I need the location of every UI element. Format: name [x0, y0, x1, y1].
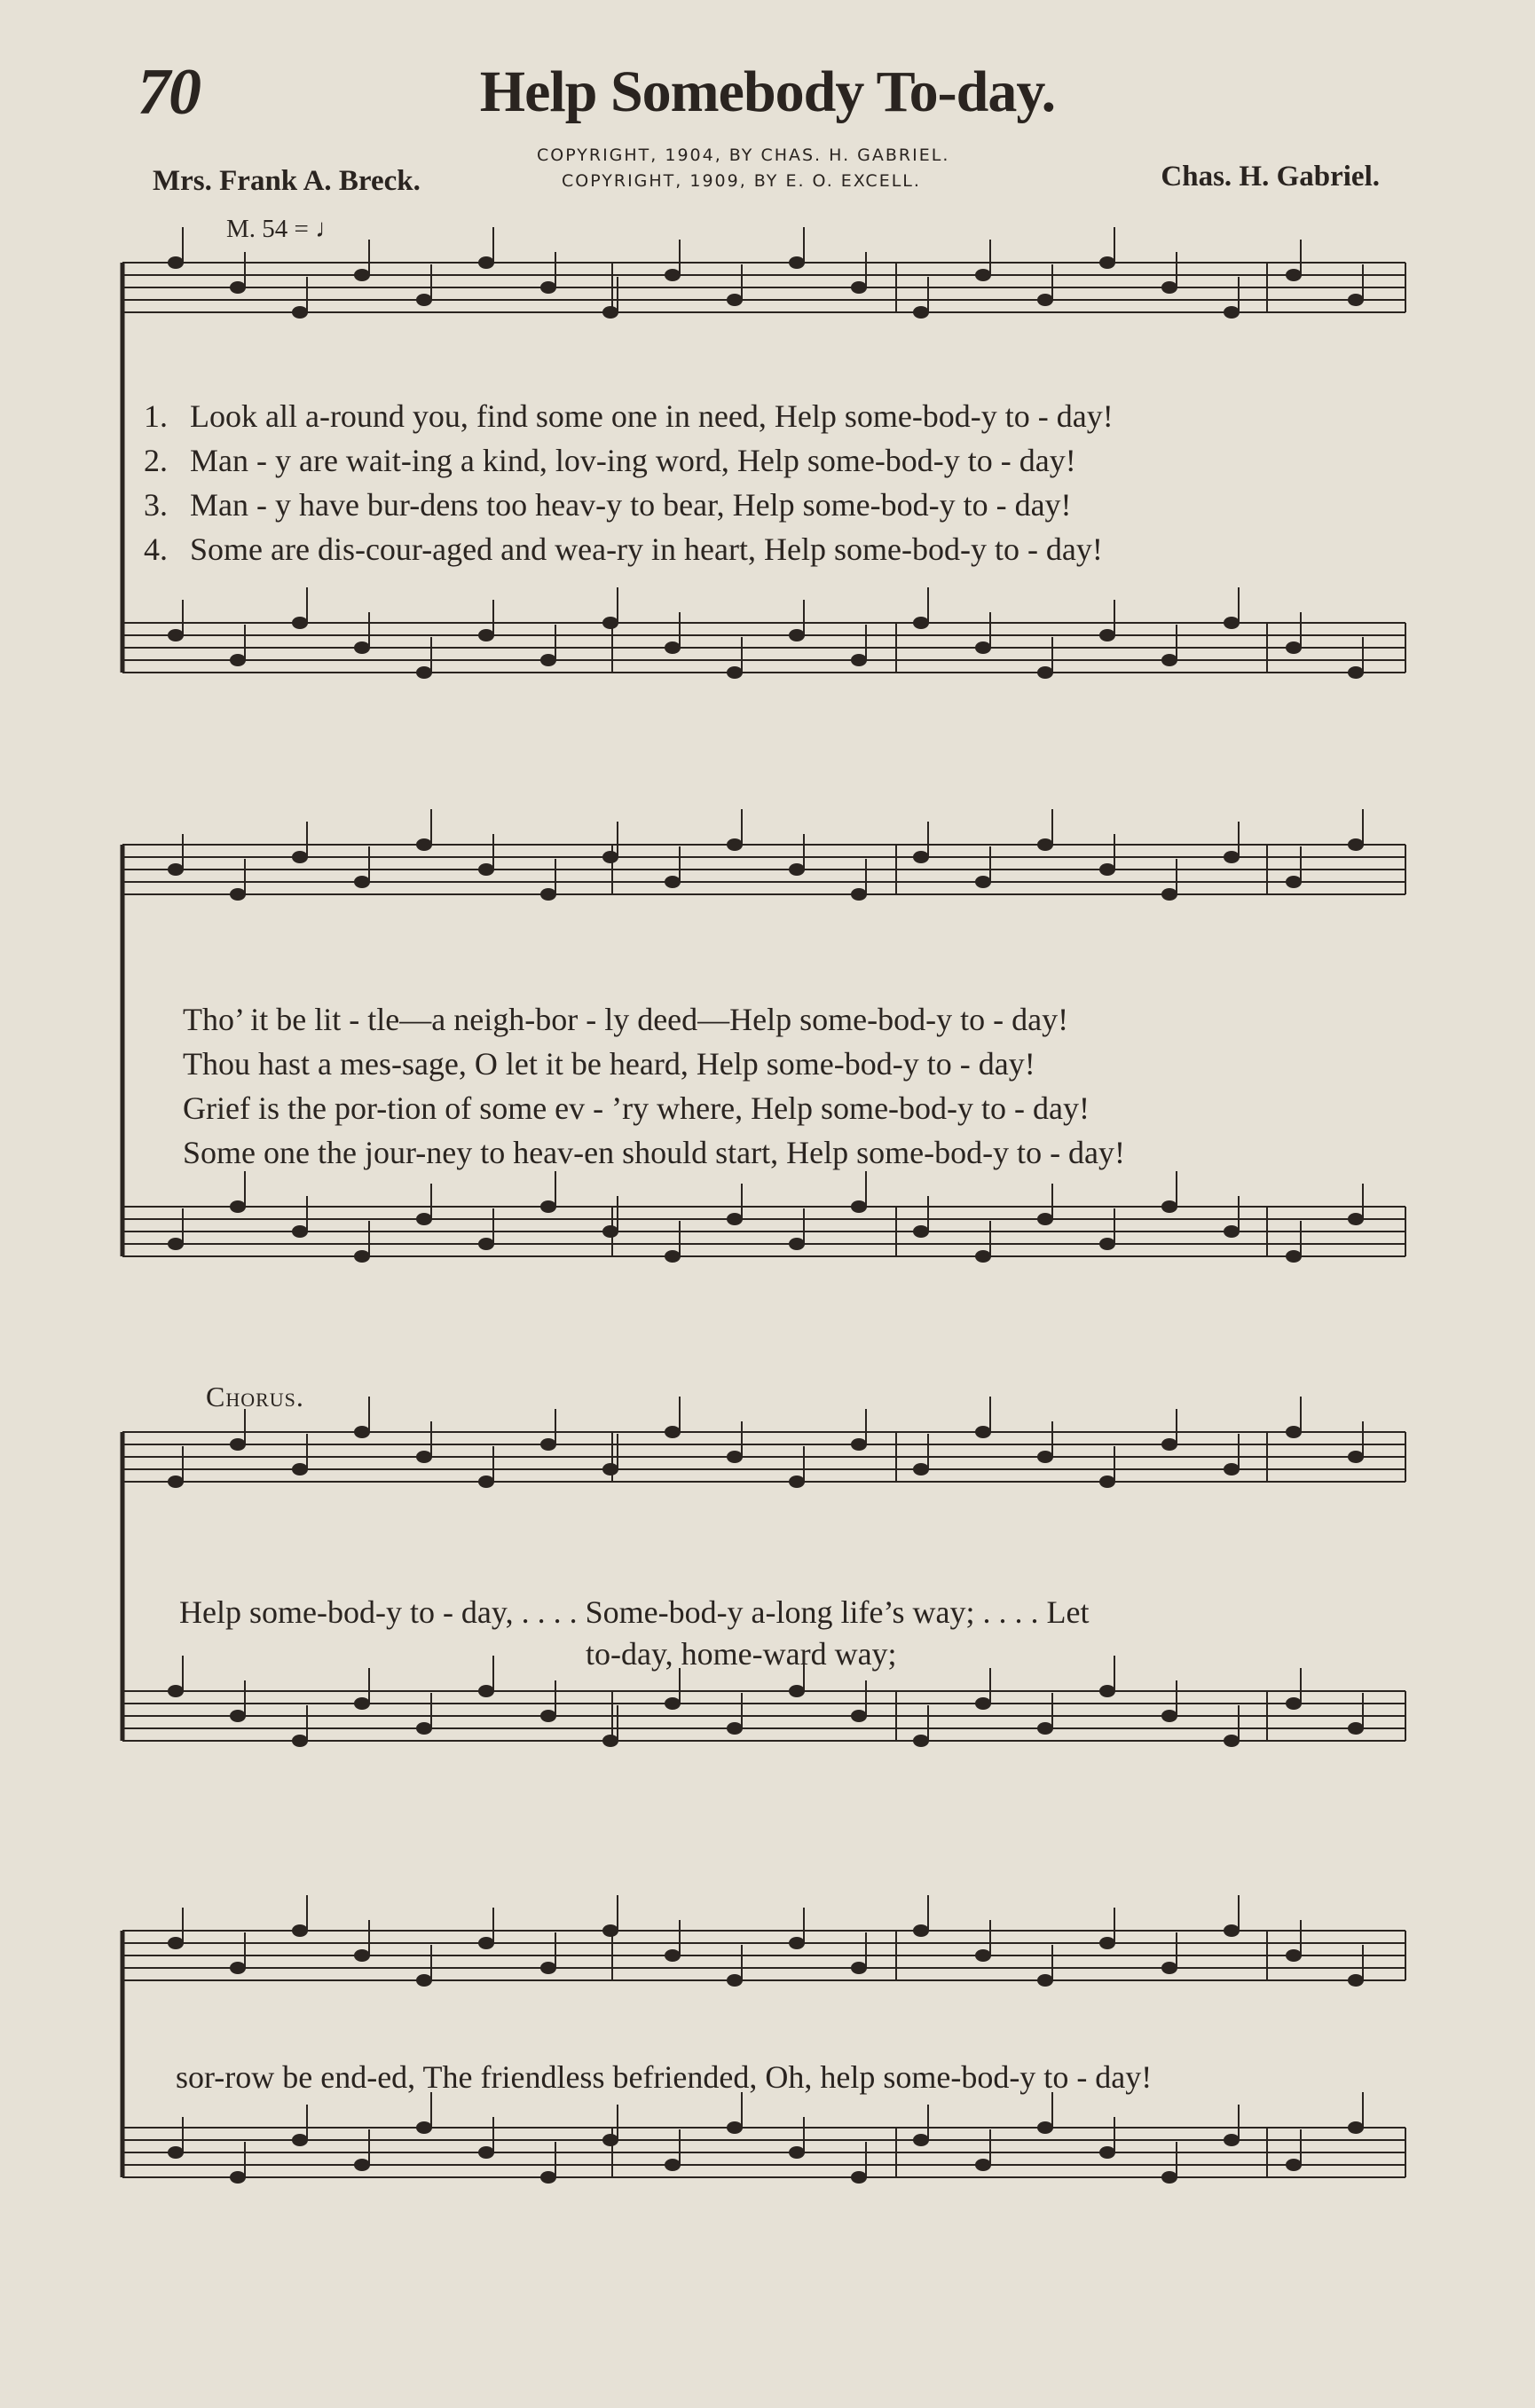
note-head	[1224, 1463, 1240, 1475]
note-head	[354, 2159, 370, 2171]
note-head	[913, 1735, 929, 1747]
note-head	[540, 2171, 556, 2184]
note-head	[789, 1685, 805, 1697]
note-head	[602, 1463, 618, 1475]
note-head	[851, 1710, 867, 1722]
note-head	[665, 1426, 681, 1438]
note-head	[1099, 1238, 1115, 1250]
note-head	[1037, 2121, 1053, 2134]
note-head	[602, 851, 618, 863]
metronome-marking: M. 54 = ♩	[226, 215, 342, 243]
note-head	[540, 1962, 556, 1974]
verse-line: 2. Man - y are wait-ing a kind, lov-ing word, Help some-bod-y to - day!	[144, 443, 1076, 478]
note-head	[1348, 1722, 1364, 1735]
copyright-line-1: COPYRIGHT, 1904, BY CHAS. H. GABRIEL.	[537, 146, 950, 165]
note-head	[230, 2171, 246, 2184]
note-head	[168, 1475, 184, 1488]
note-head	[292, 1924, 308, 1937]
note-head	[416, 1974, 432, 1987]
note-head	[851, 1200, 867, 1213]
note-head	[1037, 1213, 1053, 1225]
note-head	[602, 306, 618, 319]
note-head	[1286, 2159, 1302, 2171]
note-head	[1286, 1697, 1302, 1710]
note-head	[975, 876, 991, 888]
note-head	[789, 1238, 805, 1250]
note-head	[478, 1937, 494, 1949]
note-head	[416, 838, 432, 851]
note-head	[975, 1250, 991, 1263]
verse-line: Some one the jour-ney to heav-en should start, Help some-bod-y to - day!	[183, 1135, 1126, 1170]
page-number: 70	[138, 56, 200, 129]
note-head	[478, 1238, 494, 1250]
note-head	[354, 641, 370, 654]
note-head	[913, 1924, 929, 1937]
note-head	[727, 1722, 743, 1735]
note-head	[292, 1225, 308, 1238]
note-head	[851, 281, 867, 294]
note-head	[230, 1710, 246, 1722]
note-head	[789, 1937, 805, 1949]
note-head	[292, 2134, 308, 2146]
note-head	[1286, 1949, 1302, 1962]
note-head	[665, 2159, 681, 2171]
note-head	[975, 269, 991, 281]
note-head	[1348, 2121, 1364, 2134]
note-head	[230, 1438, 246, 1451]
note-head	[354, 1250, 370, 1263]
note-head	[292, 617, 308, 629]
note-head	[168, 2146, 184, 2159]
note-head	[975, 1426, 991, 1438]
note-head	[727, 2121, 743, 2134]
note-head	[913, 1463, 929, 1475]
note-head	[354, 1426, 370, 1438]
note-head	[727, 1213, 743, 1225]
note-head	[1224, 851, 1240, 863]
note-head	[230, 281, 246, 294]
note-head	[913, 1225, 929, 1238]
note-head	[1286, 1250, 1302, 1263]
note-head	[1099, 629, 1115, 641]
note-head	[1099, 2146, 1115, 2159]
note-head	[1161, 1200, 1177, 1213]
note-head	[913, 617, 929, 629]
note-head	[1099, 863, 1115, 876]
note-head	[292, 1735, 308, 1747]
lyricist: Mrs. Frank A. Breck.	[153, 165, 421, 197]
note-head	[1348, 838, 1364, 851]
note-head	[665, 1697, 681, 1710]
note-head	[354, 876, 370, 888]
note-head	[540, 1200, 556, 1213]
note-head	[540, 281, 556, 294]
note-head	[1286, 1426, 1302, 1438]
note-head	[1224, 2134, 1240, 2146]
note-head	[1161, 281, 1177, 294]
note-head	[230, 1200, 246, 1213]
note-head	[168, 1238, 184, 1250]
note-head	[602, 617, 618, 629]
note-head	[913, 851, 929, 863]
note-head	[1286, 269, 1302, 281]
note-head	[1348, 294, 1364, 306]
note-head	[478, 2146, 494, 2159]
note-head	[540, 1710, 556, 1722]
verse-line: Thou hast a mes-sage, O let it be heard, Help some-bod-y to - day!	[183, 1046, 1035, 1082]
note-head	[1099, 1937, 1115, 1949]
note-head	[416, 1451, 432, 1463]
chorus-line-1: Help some-bod-y to - day, . . . . Some-bod-y a-long life’s way; . . . . Let	[179, 1594, 1090, 1630]
note-head	[416, 1722, 432, 1735]
note-head	[975, 2159, 991, 2171]
note-head	[665, 1949, 681, 1962]
note-head	[727, 1451, 743, 1463]
note-head	[789, 629, 805, 641]
note-head	[1037, 1974, 1053, 1987]
note-head	[354, 269, 370, 281]
verse-line: 3. Man - y have bur-dens too heav-y to bear, Help some-bod-y to - day!	[144, 487, 1072, 523]
note-head	[1037, 838, 1053, 851]
note-head	[1286, 876, 1302, 888]
note-head	[851, 654, 867, 666]
note-head	[727, 294, 743, 306]
note-head	[975, 641, 991, 654]
note-head	[416, 294, 432, 306]
verse-line: 4. Some are dis-cour-aged and wea-ry in heart, Help some-bod-y to - day!	[144, 531, 1103, 567]
hymn-title: Help Somebody To-day.	[479, 59, 1056, 124]
note-head	[727, 1974, 743, 1987]
note-head	[1348, 1213, 1364, 1225]
note-head	[913, 2134, 929, 2146]
note-head	[416, 1213, 432, 1225]
note-head	[478, 256, 494, 269]
note-head	[1161, 888, 1177, 901]
note-head	[851, 1438, 867, 1451]
note-head	[478, 1475, 494, 1488]
note-head	[168, 629, 184, 641]
note-head	[478, 629, 494, 641]
note-head	[1224, 1924, 1240, 1937]
note-head	[1348, 1974, 1364, 1987]
note-head	[1099, 1475, 1115, 1488]
note-head	[478, 863, 494, 876]
note-head	[1037, 294, 1053, 306]
note-head	[1037, 666, 1053, 679]
note-head	[602, 1225, 618, 1238]
composer: Chas. H. Gabriel.	[1161, 161, 1380, 193]
note-head	[1161, 654, 1177, 666]
verse-line: Tho’ it be lit - tle—a neigh-bor - ly deed—Help some-bod-y to - day!	[183, 1002, 1069, 1037]
note-head	[354, 1697, 370, 1710]
note-head	[292, 1463, 308, 1475]
note-head	[1161, 1710, 1177, 1722]
note-head	[975, 1697, 991, 1710]
note-head	[1037, 1451, 1053, 1463]
note-head	[168, 256, 184, 269]
chorus-line-1-alt: to-day, home-ward way;	[586, 1636, 897, 1672]
note-head	[665, 876, 681, 888]
note-head	[168, 1937, 184, 1949]
note-head	[292, 306, 308, 319]
chorus-line-2: sor-row be end-ed, The friendless befriended, Oh, help some-bod-y to - day!	[176, 2059, 1153, 2095]
note-head	[540, 1438, 556, 1451]
note-head	[665, 641, 681, 654]
note-head	[1224, 1225, 1240, 1238]
note-head	[851, 888, 867, 901]
note-head	[230, 1962, 246, 1974]
note-head	[478, 1685, 494, 1697]
note-head	[540, 888, 556, 901]
note-head	[1161, 2171, 1177, 2184]
note-head	[230, 888, 246, 901]
note-head	[540, 654, 556, 666]
note-head	[851, 2171, 867, 2184]
note-head	[292, 851, 308, 863]
note-head	[789, 256, 805, 269]
verse-line: Grief is the por-tion of some ev - ’ry where, Help some-bod-y to - day!	[183, 1090, 1090, 1126]
note-head	[665, 1250, 681, 1263]
note-head	[665, 269, 681, 281]
note-head	[230, 654, 246, 666]
note-head	[1161, 1438, 1177, 1451]
note-head	[851, 1962, 867, 1974]
note-head	[1099, 1685, 1115, 1697]
note-head	[1348, 666, 1364, 679]
note-head	[727, 838, 743, 851]
note-head	[1224, 1735, 1240, 1747]
note-head	[789, 863, 805, 876]
note-head	[1161, 1962, 1177, 1974]
note-head	[416, 2121, 432, 2134]
note-head	[1037, 1722, 1053, 1735]
note-head	[168, 863, 184, 876]
note-head	[168, 1685, 184, 1697]
note-head	[727, 666, 743, 679]
note-head	[913, 306, 929, 319]
verse-line: 1. Look all a-round you, find some one in need, Help some-bod-y to - day!	[144, 398, 1114, 434]
note-head	[975, 1949, 991, 1962]
note-head	[789, 1475, 805, 1488]
note-head	[1224, 306, 1240, 319]
note-head	[1224, 617, 1240, 629]
note-head	[602, 1924, 618, 1937]
note-head	[1286, 641, 1302, 654]
note-head	[1348, 1451, 1364, 1463]
note-head	[602, 1735, 618, 1747]
note-head	[354, 1949, 370, 1962]
note-head	[416, 666, 432, 679]
note-head	[789, 2146, 805, 2159]
chorus-label: Chorus.	[206, 1381, 304, 1413]
copyright-line-2: COPYRIGHT, 1909, BY E. O. EXCELL.	[562, 171, 921, 191]
note-head	[1099, 256, 1115, 269]
note-head	[602, 2134, 618, 2146]
